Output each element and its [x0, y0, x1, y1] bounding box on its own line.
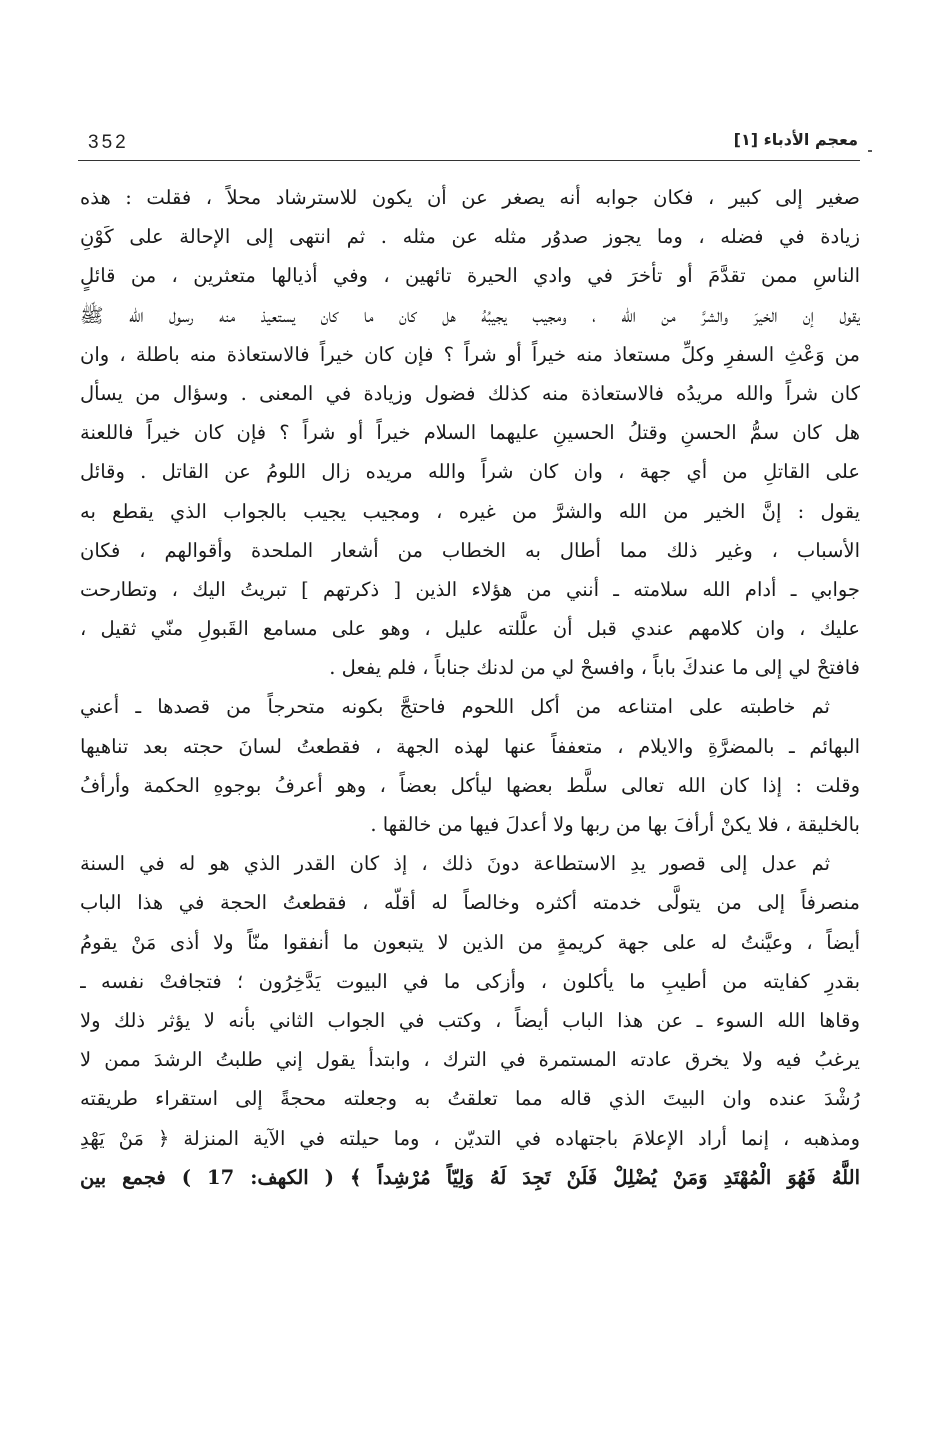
text-line: رُشْدَ عنده وان البيتَ الذي قاله مما تعلقتُ به وجعلته محجةً إلى استقراء طريقته — [80, 1087, 860, 1111]
scan-mark — [868, 150, 872, 152]
quran-verse-line: اللَّهُ فَهُوَ الْمُهْتَدِ وَمَنْ يُضْلِلْ فَلَنْ تَجِدَ لَهُ وَلِيّاً مُرْشِداً ﴾ ( الكهف: 17 ) فجمع بين — [80, 1165, 860, 1189]
text-line: أيضاً ، وعيَّنتُ له على جهة كريمةٍ من الذين لا يتبعون ما أنفقوا منّاً ولا أذى مَنْ يقومُ — [80, 930, 860, 954]
page-header — [78, 128, 858, 158]
text-line: وقلت : إذا كان الله تعالى سلَّط بعضها ليأكل بعضاً ، وهو أعرفُ بوجوهِ الحكمة وأرأفُ — [80, 773, 860, 797]
text-line: ثم عدل إلى قصور يدِ الاستطاعة دونَ ذلك ، إذ كان القدر الذي هو له في السنة — [80, 852, 830, 876]
text-line: البهائم ـ بالمضرَّةِ والايلام ، متعففاً عنها لهذه الجهة ، فقطعتُ لسانَ حجته بعد تناهيها — [80, 734, 860, 758]
text-line: منصرفاً إلى من يتولَّى خدمته أكثره وخالصاً له أقلّه ، فقطعتُ الحجة في هذا الباب — [80, 891, 860, 915]
text-line: صغير إلى كبير ، فكان جوابه أنه يصغر عن أن يكون للاسترشاد محلاً ، فقلت : هذه — [80, 186, 860, 209]
paragraph-2 — [80, 687, 860, 844]
text-line: على القاتلِ من أي جهة ، وان كان شراً والله مريده زال اللومُ عن القاتل . وقائل — [80, 460, 860, 484]
text-line: ومذهبه ، إنما أراد الإعلامَ باجتهاده في التديّن ، وما حيلته في الآية المنزلة ﴿ مَنْ يَهْدِ — [80, 1126, 860, 1150]
text-line: عليك ، وان كلامهم عندي قبل أن علَّلته عليل ، وهو على مسامع القَبولِ منّي ثقيل ، — [80, 617, 860, 641]
text-line: زيادة في فضله ، وما يجوز صدوُر مثله عن مثله . ثم انتهى إلى الإحالة على كَوْنِ — [80, 225, 860, 249]
text-line: هل كان سمُّ الحسنِ وقتلُ الحسينِ عليهما السلام خيراً أو شراً ؟ فإن كان خيراً فاللعنة — [80, 421, 860, 445]
text-line: جوابي ـ أدام الله سلامته ـ أنني من هؤلاء الذين [ ذكرتهم ] تبريتُ اليك ، وتطارحت — [80, 577, 860, 601]
page-number: 352 — [88, 132, 129, 153]
text-line: بقدرِ كفايته من أطيبِ ما يأكلون ، وأزكى ما في البيوت يَدَّخِرُون ؛ فتجافتْ نفسه ـ — [80, 969, 860, 993]
text-line: فافتحْ لي إلى ما عندكَ باباً ، وافسحْ لي من لدنك جناباً ، فلم يفعل . — [329, 656, 860, 680]
paragraph-3 — [80, 844, 860, 1197]
text-line: يقول : إنَّ الخير من الله والشرَّ من غيره ، ومجيب يجيب بالجواب الذي يقطع به — [80, 499, 860, 523]
text-line: وقاها الله السوء ـ عن هذا الباب أيضاً ، وكتب في الجواب الثاني بأنه لا يؤثر ذلك ولا — [80, 1008, 860, 1032]
text-line: الناسِ ممن تقدَّمَ أو تأخرَ في وادي الحيرة تائهين ، وفي أذيالها متعثرين ، من قائلٍ — [80, 264, 860, 288]
text-line: يقول إن الخيرَ والشرَّ من الله ، ومجيب يجيبُهُ هل كان ما كان يستعيذ منه رسول الله ﷺ — [80, 303, 860, 327]
text-line: يرغبُ فيه ولا يخرق عادته المستمرة في الترك ، وابتدأ يقول إني طلبتُ الرشدَ ممن لا — [80, 1048, 860, 1072]
paragraph-1 — [80, 178, 860, 687]
text-line: الأسباب ، وغير ذلك مما أطال به الخطاب من أشعار الملحدة وأقوالهم ، فكان — [80, 538, 860, 562]
text-line: كان شراً والله مريدُه فالاستعاذة منه كذلك فضول وزيادة في المعنى . وسؤال من يسأل — [80, 381, 860, 405]
body-text — [80, 178, 860, 1197]
text-line: من وَعْثِ السفرِ وكلِّ مستعاذ منه خيراً أو شراً ؟ فإن كان خيراً فالاستعاذة منه باطلة ، وان — [80, 342, 860, 366]
header-rule — [78, 160, 860, 161]
text-line: ثم خاطبته على امتناعه من أكل اللحوم فاحتجَّ بكونه متحرجاً من قصدها ـ أعني — [80, 695, 830, 719]
text-line: بالخليقة ، فلا يكنْ أرأفَ بها من ربها ولا أعدلَ فيها من خالقها . — [370, 813, 860, 836]
running-title: معجم الأدباء [١] — [733, 130, 858, 149]
